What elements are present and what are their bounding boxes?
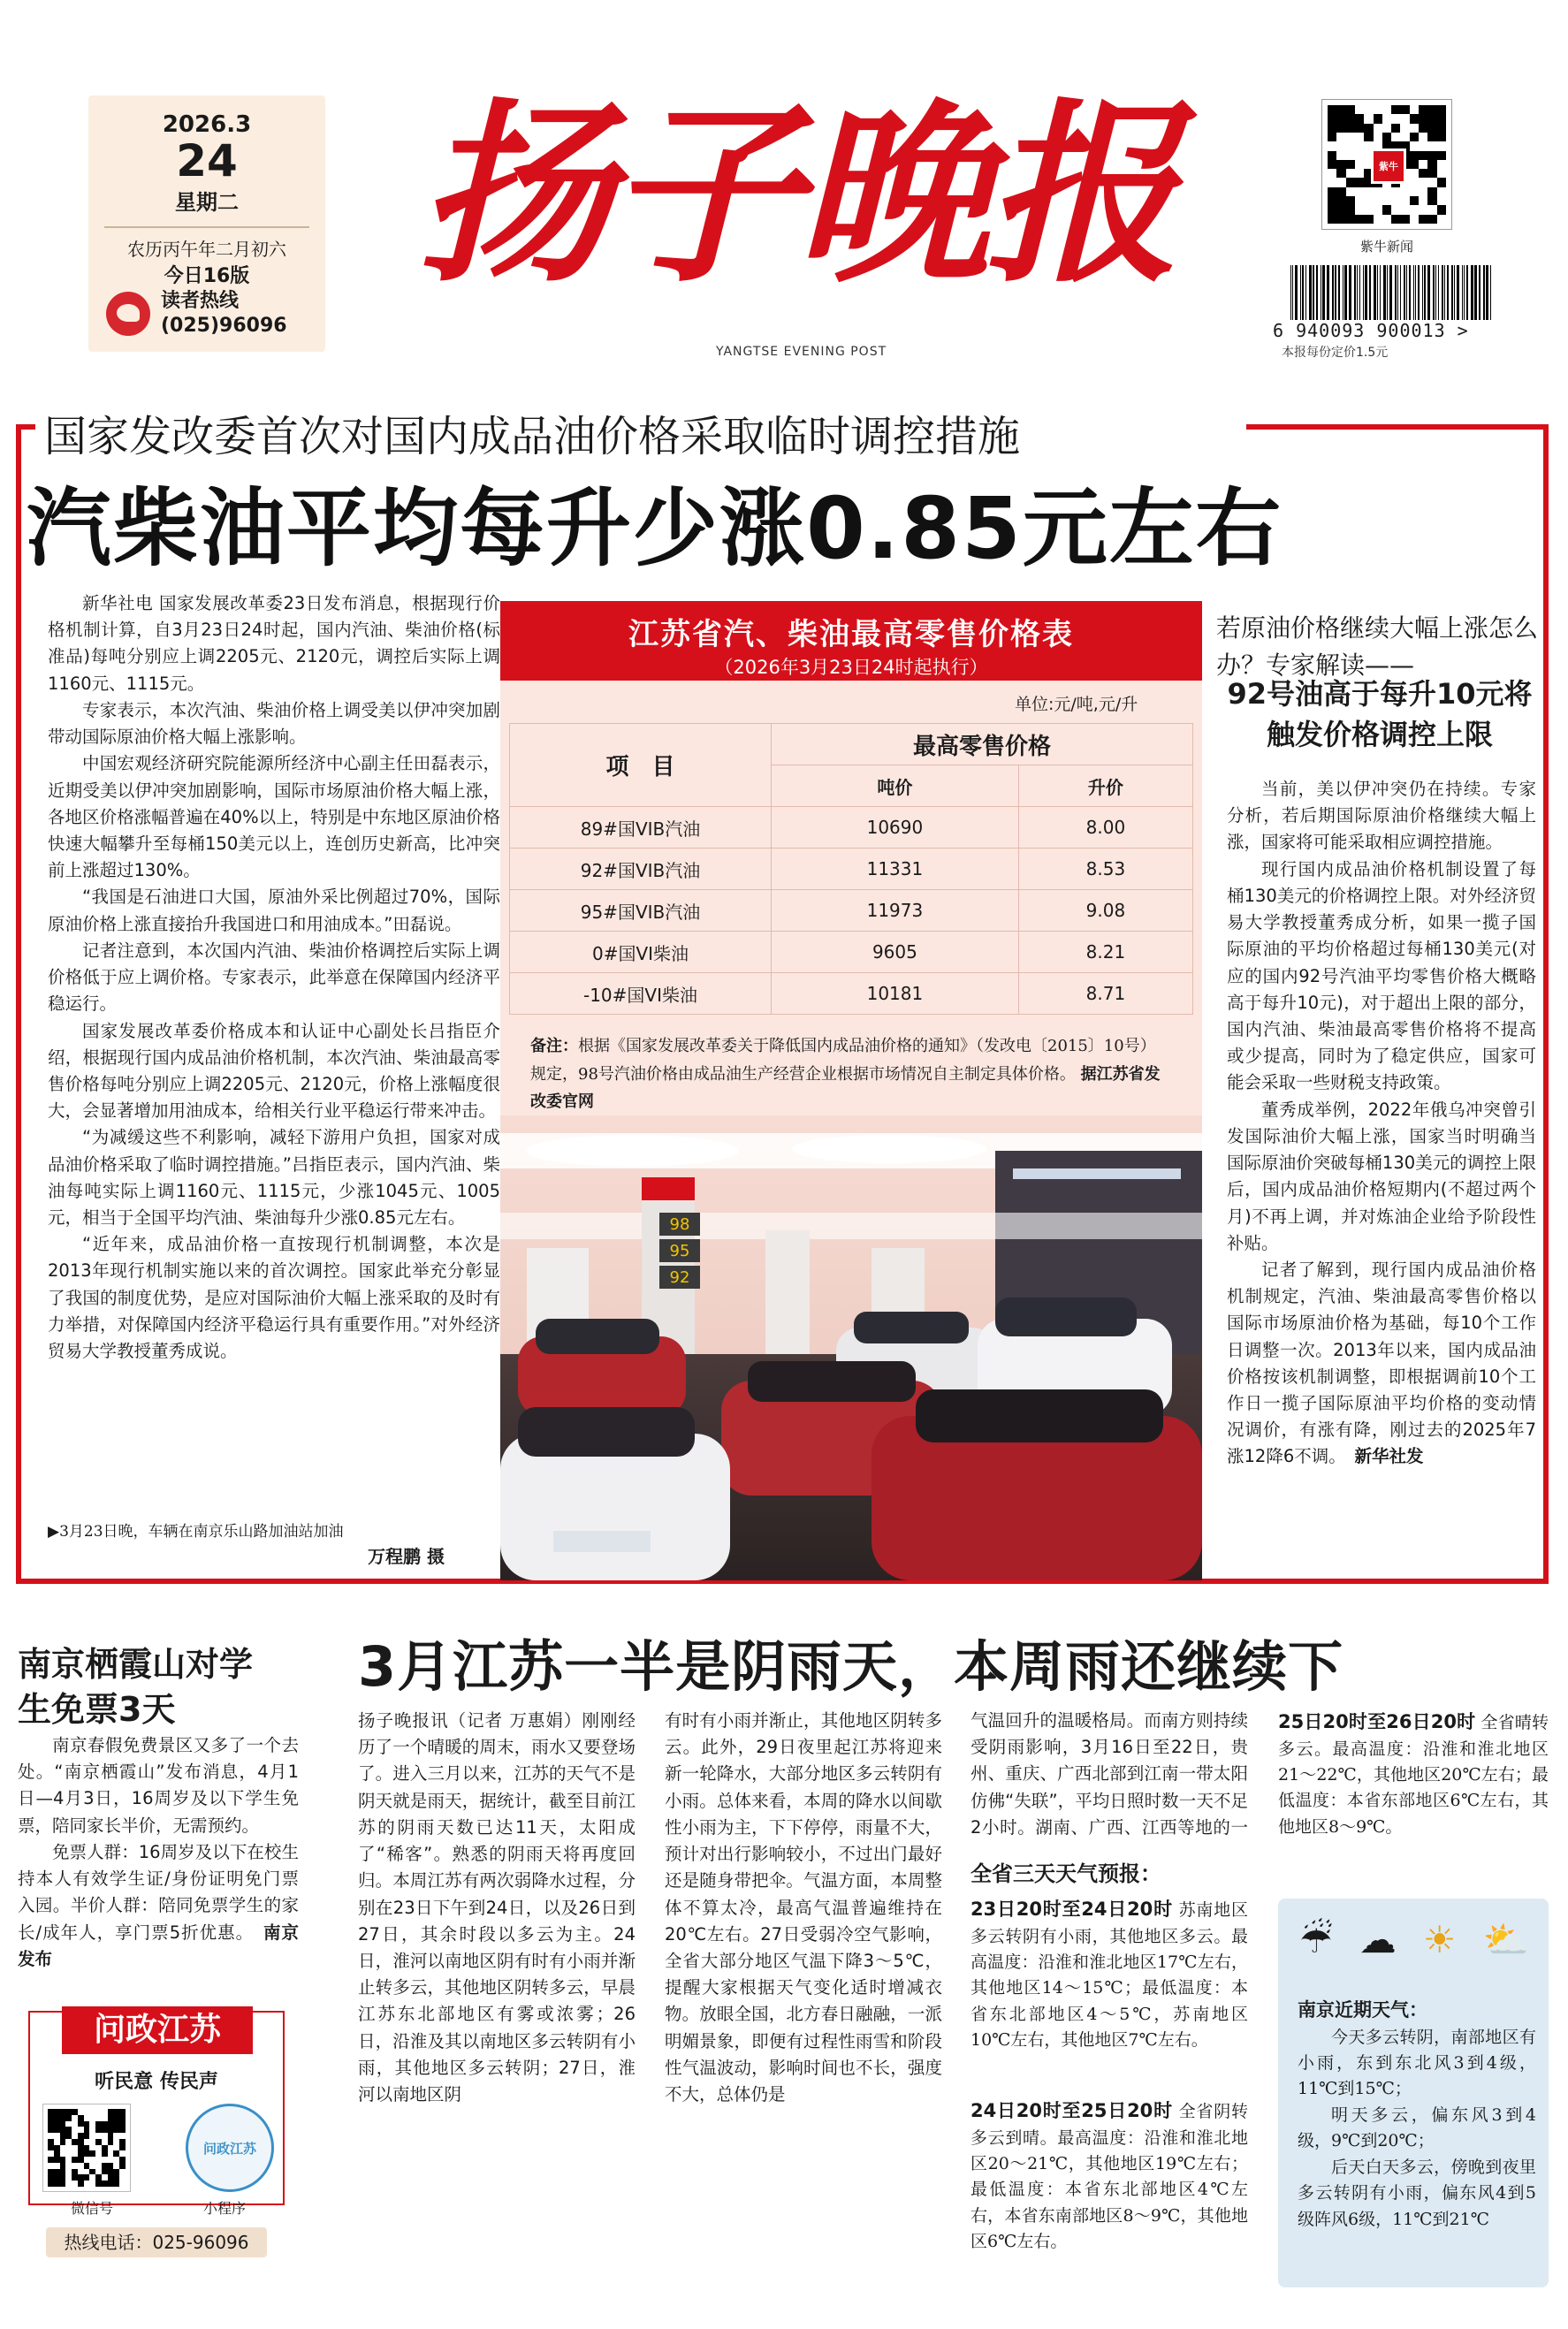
forecast-day1-text: 苏南地区多云转阴有小雨，其他地区多云。最高温度：沿淮和淮北地区17℃左右，其他地区14～15℃；最低温度：本省东北部地区4～5℃，苏南地区10℃左右，其他地区7℃左右。 [970,1900,1248,2051]
col-header-item: 项 目 [510,724,772,807]
sidebar-paragraph: 当前，美以伊冲突仍在持续。专家分析，若后期国际原油价格继续大幅上涨，国家将可能采取相应调控措施。 [1227,779,1536,853]
rain-icon: ☔ [1299,1918,1333,1961]
gas-station-photo [500,1115,1202,1580]
qixia-headline-text: 南京栖霞山对学生免票3天 [18,1645,254,1730]
weather-body-col2 [665,1708,942,2108]
date-year-month: 2026.3 [162,111,252,138]
mini-program-code[interactable] [186,2104,274,2192]
barcode-number: 6 940093 900013 > [1273,320,1469,341]
zniu-qr-code[interactable] [1321,99,1452,230]
lead-article-body [48,590,500,1365]
nanjing-weather-title: 南京近期天气： [1298,1998,1427,2021]
sign-price-95: 95 [669,1242,690,1260]
cell-ton: 11331 [772,849,1019,890]
newspaper-title: 扬子晚报 [416,80,1174,308]
lead-paragraph: 中国宏观经济研究院能源所经济中心副主任田磊表示，近期受美以伊冲突加剧影响，国际市场原油价格大幅上涨，各地区价格涨幅普遍在40%以上，特别是中东地区原油价格快速大幅攀升至每桶150美元以上，连创历史新高，比冲突前上涨超过130%。 [48,753,500,881]
weather-paragraph: 扬子晚报讯（记者 万惠娟）刚刚经历了一个晴暖的周末，雨水又要登场了。进入三月以来，江苏的天气不是阴天就是雨天，据统计，截至目前江苏的阴雨天数已达11天，太阳成了“稀客”。熟悉的阴雨天将再度回归。本周江苏有两次弱降水过程，分别在23日下午到24日，以及26日到27日，其余时段以多云为主。24日，淮河以南地区阴有时有小雨并渐止转多云，其他地区阴转多云，早晨江苏东北部地区有雾或浓雾；26日，沿淮及其以南地区多云转阴有小雨，其他地区多云转阴；27日，淮河以南地区阴 [358,1710,636,2105]
nanjing-weather-day-after: 后天白天多云，傍晚到夜里多云转阴有小雨，偏东风4到5级阵风6级，11℃到21℃ [1298,2157,1536,2229]
cell-ton: 10690 [772,807,1019,849]
cell-item: -10#国VI柴油 [510,973,772,1015]
hotline-number: (025)96096 [161,315,287,338]
forecast-day3-head: 25日20时至26日20时 [1278,1711,1476,1732]
newspaper-english-title: YANGTSE EVENING POST [716,345,887,359]
price-table [509,723,1193,1015]
cell-item: 95#国VIB汽油 [510,890,772,932]
lead-paragraph: “我国是石油进口大国，原油外采比例超过70%，国际原油价格上涨直接抬升我国进口和用油成本。”田磊说。 [48,887,500,934]
price-table-note [530,1032,1167,1116]
nanjing-weather-tomorrow: 明天多云，偏东风3到4级，9℃到20℃； [1298,2104,1536,2151]
cell-ton: 11973 [772,890,1019,932]
weather-body-col1 [358,1708,636,2108]
mini-program-label: 小程序 [203,2200,247,2217]
sign-price-98: 98 [669,1215,690,1234]
note-label: 备注： [530,1037,578,1055]
qixia-headline[interactable] [18,1642,283,1733]
nanjing-weather-today: 今天多云转阴，南部地区有小雨，东到东北风3到4级，11℃到15℃； [1298,2027,1536,2099]
frame-top-right [1246,424,1549,430]
qixia-article-body [18,1732,299,1973]
qr-center-logo: 紫牛 [1371,148,1406,184]
sidebar-headline[interactable]: 92号油高于每升10元将触发价格调控上限 [1227,677,1533,752]
table-row [510,973,1193,1015]
photo-credit: 万程鹏 摄 [368,1546,445,1567]
lead-paragraph: “为减缓这些不利影响，减轻下游用户负担，国家对成品油价格采取了临时调控措施。”吕指臣表示，国内汽油、柴油每吨实际上调1160元、1115元，少涨1045元、1005元，相当于全国平均汽油、柴油每升少涨0.85元左右。 [48,1127,500,1229]
forecast-day1-head: 23日20时至24日20时 [970,1899,1173,1920]
table-row [510,890,1193,932]
lead-paragraph: 专家表示，本次汽油、柴油价格上调受美以伊冲突加剧带动国际原油价格大幅上涨影响。 [48,699,500,748]
cell-liter: 8.00 [1018,807,1192,849]
forecast-title: 全省三天天气预报： [970,1861,1161,1886]
cell-ton: 9605 [772,932,1019,973]
barcode [1290,265,1494,320]
date-box [88,95,325,352]
gas-station-illustration [500,1115,1202,1580]
price-table-title: 江苏省汽、柴油最高零售价格表 [628,617,1074,652]
price-table-unit: 单位:元/吨,元/升 [1015,695,1138,714]
col-header-liter: 升价 [1018,765,1192,807]
sidebar-article-body [1227,776,1536,1471]
sign-price-92: 92 [669,1268,690,1287]
cloud-icon: ☁ [1359,1918,1397,1961]
wechat-qr-code[interactable] [42,2104,131,2192]
qixia-signature: 南京发布 [18,1922,299,1969]
lead-paragraph: 新华社电 国家发展改革委23日发布消息，根据现行价格机制计算，自3月23日24时起，国内汽油、柴油价格(标准品)每吨分别应上调2205元、2120元，调控后实际上调1160元、1115元。 [48,593,500,694]
qixia-paragraph: 南京春假免费景区又多了一个去处。“南京栖霞山”发布消息，4月1日—4月3日，16周岁及以下学生免票，陪同家长半价，无需预约。 [18,1735,299,1836]
lead-kicker: 国家发改委首次对国内成品油价格采取临时调控措施 [39,402,1025,463]
wechat-label: 微信号 [71,2200,114,2217]
frame-top-left [16,424,35,430]
forecast-day2-text: 全省阴转多云到晴。最高温度：沿淮和淮北地区20～21℃，其他地区19℃左右；最低温度：本省东北部地区4℃左右，本省东南部地区8～9℃，其他地区6℃左右。 [970,2102,1248,2252]
qixia-paragraph [18,1839,299,1973]
reader-hotline [106,289,287,339]
hotline-label: 读者热线 [161,289,240,312]
date-day: 24 [176,135,238,186]
weather-body-col3 [970,1708,1248,1840]
note-text: 根据《国家发展改革委关于降低国内成品油价格的通知》（发改电〔2015〕10号）规定，98号汽油价格由成品油生产经营企业根据市场情况自主制定具体价格。 [530,1037,1156,1084]
cell-item: 0#国VI柴油 [510,932,772,973]
ask-jiangsu-tel: 热线电话：025-96096 [46,2227,267,2257]
table-row [510,932,1193,973]
lunar-date: 农历丙午年二月初六 [127,238,286,260]
masthead [354,49,1237,340]
cell-liter: 8.71 [1018,973,1192,1015]
forecast-day3 [1278,1708,1549,1840]
lead-headline[interactable]: 汽柴油平均每升少涨0.85元左右 [27,479,1283,578]
forecast-day1 [970,1895,1248,2054]
sidebar-paragraph [1227,1257,1536,1471]
weather-headline[interactable]: 3月江苏一半是阴雨天，本周雨还继续下 [358,1634,1344,1699]
cell-ton: 10181 [772,973,1019,1015]
sidebar-paragraph: 董秀成举例，2022年俄乌冲突曾引发国际油价大幅上涨，国家当时明确当国际原油价突破每桶130美元的调控上限后，国内成品油价格短期内(不超过两个月)不再上调，并对炼油企业给予阶段性补贴。 [1227,1099,1536,1253]
page-count: 今日16版 [164,264,250,287]
ask-jiangsu-slogan: 听民意 传民声 [95,2071,218,2093]
qr-caption: 紫牛新闻 [1359,239,1413,255]
mini-program-badge: 问政江苏 [202,2140,256,2157]
lead-paragraph: “近年来，成品油价格一直按现行机制调整，本次是2013年现行机制实施以来的首次调控。国家此举充分彰显了我国的制度优势，是应对国际油价大幅上涨采取的及时有力举措，对保障国内经济平稳运行具有重要作用。”对外经济贸易大学教授董秀成说。 [48,1234,500,1362]
weather-paragraph: 气温回升的温暖格局。而南方则持续受阴雨影响，3月16日至22日，贵州、重庆、广西北部到江南一带太阳仿佛“失联”，平均日照时数一天不足2小时。湖南、广西、江西等地的一 [970,1710,1248,1838]
weather-icon-row [1299,1918,1529,1962]
sidebar-paragraph: 现行国内成品油价格机制设置了每桶130美元的价格调控上限。对外经济贸易大学教授董秀成分析，如果一揽子国际原油的平均价格超过每桶130美元(对应的国内92号汽油平均零售价格大概略高于每升10元)，对于超出上限的部分，国内汽油、柴油最高零售价格将不提高或少提高，同时为了稳定供应，国家可能会采取一些财税支持政策。 [1227,858,1536,1093]
sidebar-signature: 新华社发 [1354,1446,1424,1467]
date-divider [104,226,309,228]
sidebar-kicker: 若原油价格继续大幅上涨怎么办？专家解读—— [1216,613,1539,680]
table-row [510,807,1193,849]
qr-pattern [48,2109,126,2187]
cell-liter: 9.08 [1018,890,1192,932]
table-row [510,849,1193,890]
weather-paragraph: 有时有小雨并渐止，其他地区阴转多云。此外，29日夜里起江苏将迎来新一轮降水，大部分地区多云转阴有小雨。总体来看，本周的降水以间歇性小雨为主，下下停停，雨量不大，预计对出行影响较小，不过出门最好还是随身带把伞。气温方面，本周整体不算太冷，最高气温普遍维持在20℃左右。27日受弱冷空气影响，全省大部分地区气温下降3～5℃，提醒大家根据天气变化适时增减衣物。放眼全国，北方春日融融，一派明媚景象，即便有过程性雨雪和阶段性气温波动，影响时间也不长，强度不大，总体仍是 [665,1710,942,2105]
cell-liter: 8.21 [1018,932,1192,973]
cell-liter: 8.53 [1018,849,1192,890]
col-header-ton: 吨价 [772,765,1019,807]
partly-cloudy-icon: ⛅ [1482,1918,1529,1961]
note-source: 据江苏省发改委官网 [530,1064,1161,1111]
forecast-day2-head: 24日20时至25日20时 [970,2100,1173,2121]
price-table-header [500,601,1202,681]
lead-paragraph: 记者注意到，本次国内汽油、柴油价格调控后实际上调价格低于应上调价格。专家表示，此举意在保障国内经济平稳运行。 [48,940,500,1015]
lead-paragraph: 国家发展改革委价格成本和认证中心副处长吕指臣介绍，根据现行国内成品油价格机制，本次汽油、柴油最高零售价格每吨分别应上调2205元、2120元，价格上涨幅度很大，会显著增加用油成本，给相关行业平稳运行带来冲击。 [48,1020,500,1122]
photo-caption: ▶3月23日晚，车辆在南京乐山路加油站加油 [48,1523,344,1541]
nanjing-weather [1298,1996,1536,2233]
forecast-day2 [970,2097,1248,2256]
issue-price: 本报每份定价1.5元 [1282,346,1389,360]
price-table-subtitle: （2026年3月23日24时起执行） [714,657,988,678]
cell-item: 89#国VIB汽油 [510,807,772,849]
weekday: 星期二 [175,189,239,215]
qixia-paragraph-text: 免票人群：16周岁及以下在校生持本人有效学生证/身份证明免门票入园。半价人群：陪同免票学生的家长/成年人，享门票5折优惠。 [18,1841,299,1943]
sun-icon: ☀ [1422,1918,1457,1961]
newspaper-logo-icon [106,292,150,336]
ask-jiangsu-title: 问政江苏 [62,2006,253,2054]
col-header-group: 最高零售价格 [772,724,1193,765]
sidebar-paragraph-text: 记者了解到，现行国内成品油价格机制规定，汽油、柴油最高零售价格以国际市场原油价格为基础，每10个工作日调整一次。2013年以来，国内成品油价格按该机制调整，即根据调前10个工作日一揽子国际原油平均价格的变动情况调价，有涨有降，刚过去的2025年7涨12降6不调。 [1227,1259,1536,1467]
forecast-day3-text: 全省晴转多云。最高温度：沿淮和淮北地区21～22℃，其他地区20℃左右；最低温度：本省东部地区6℃左右，其他地区8～9℃。 [1278,1713,1549,1837]
cell-item: 92#国VIB汽油 [510,849,772,890]
